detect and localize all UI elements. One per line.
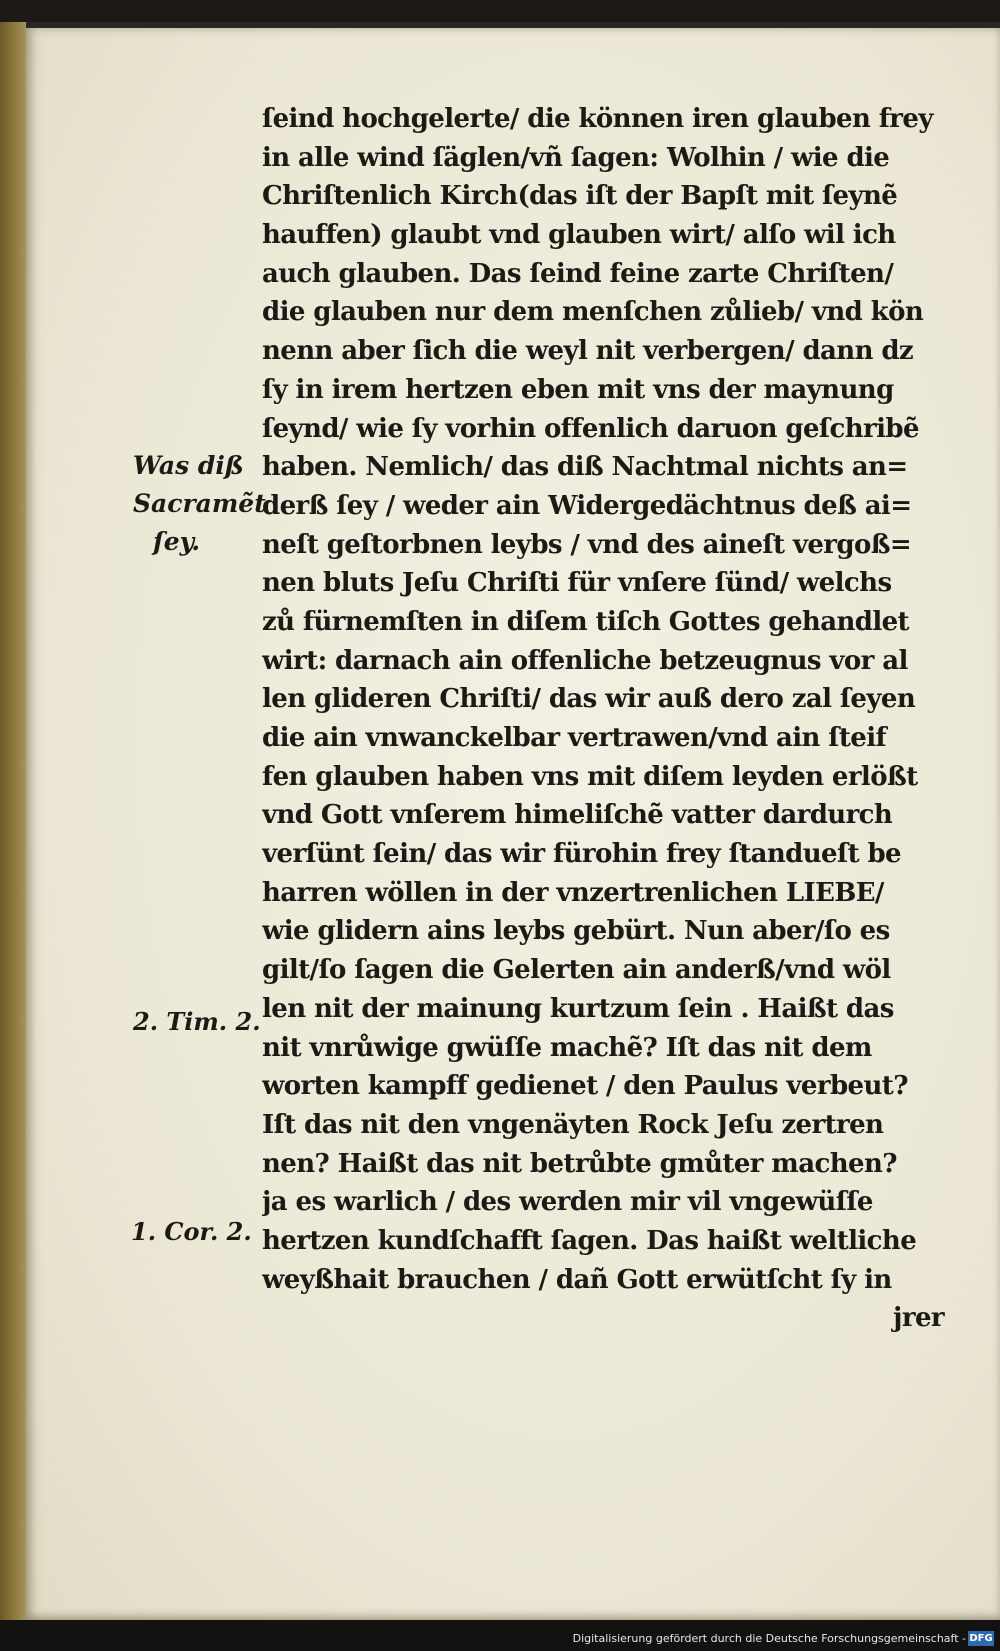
text-line-3: Chriſtenlich Kirch(das iſt der Bapſt mit ſeynẽ [262,181,898,212]
dfg-logo: DFG [969,1633,993,1644]
text-line-27: Iſt das nit den vngenäyten Rock Jeſu zertren [262,1109,884,1140]
text-line-13: nen bluts Jeſu Chriſti für vnſere ſünd/ welchs [262,568,892,599]
text-line-7: nenn aber ſich die weyl nit verbergen/ dann dz [262,336,914,367]
text-line-16: len glideren Chriſti/ das wir auß dero zal ſeyen [262,684,916,715]
text-line-31: weyßhait brauchen / dañ Gott erwütſcht ſy in [262,1264,892,1295]
text-line-20: verſünt ſein/ das wir fürohin frey ſtandueſt be [262,839,901,870]
text-line-9: ſeynd/ wie ſy vorhin offenlich daruon geſchribẽ [262,413,919,444]
text-line-21: harren wöllen in der vnzertrenlichen LIEBE/ [262,877,884,908]
text-line-19: vnd Gott vnſerem himeliſchẽ vatter dardurch [262,800,893,831]
margin-note-sacrament-line1: Was diß [133,451,244,480]
text-line-28: nen? Haißt das nit betrůbte gmůter machen? [262,1148,897,1179]
text-line-29: ja es warlich / des werden mir vil vngewüſſe [262,1187,873,1218]
margin-note-corinthians: 1. Cor. 2. [131,1217,252,1246]
text-line-8: ſy in irem hertzen eben mit vns der maynung [262,374,894,405]
text-line-2: in alle wind ſäglen/vñ ſagen: Wolhin / wie die [262,142,890,173]
body-text [262,100,974,1338]
text-line-4: hauffen) glaubt vnd glauben wirt/ alſo wil ich [262,220,896,251]
text-line-26: worten kampff gedienet / den Paulus verbeut? [262,1071,908,1102]
margin-note-timothy: 2. Tim. 2. [133,1007,261,1036]
scan-top-edge [0,0,1000,22]
book-spine [0,22,26,1622]
text-line-11: derß ſey / weder ain Widergedächtnus deß ai= [262,490,912,521]
text-line-6: die glauben nur dem menſchen zůlieb/ vnd kön [262,297,924,328]
text-line-17: die ain vnwanckelbar vertrawen/vnd ain ſteif [262,723,887,753]
text-line-22: wie glidern ains leybs gebürt. Nun aber/ſo es [262,916,890,947]
margin-note-sacrament-line2: Sacramẽt [133,489,266,518]
text-line-23: gilt/ſo ſagen die Gelerten ain anderß/vnd wöl [262,955,891,986]
text-line-14: zů fürnemſten in diſem tiſch Gottes gehandlet [262,606,909,637]
digitization-credit: Digitalisierung gefördert durch die Deutsche Forschungsgemeinschaft - [572,1632,966,1645]
text-line-1: ſeind hochgelerte/ die können iren glauben frey [262,104,933,134]
text-line-12: neſt geſtorbnen leybs / vnd des aineſt vergoß= [262,529,912,560]
margin-note-sacrament [133,447,266,561]
text-line-15: wirt: darnach ain offenliche betzeugnus vor al [262,645,908,676]
margin-note-sacrament-line3: ſey. [153,527,201,556]
text-line-30: hertzen kundſchafft ſagen. Das haißt weltliche [262,1225,917,1256]
text-line-5: auch glauben. Das ſeind feine zarte Chriſten/ [262,258,894,289]
catchword: jrer [893,1303,944,1334]
text-line-10: haben. Nemlich/ das diß Nachtmal nichts an= [262,452,908,483]
text-line-18: fen glauben haben vns mit diſem leyden erlößt [262,761,918,792]
text-line-24: len nit der mainung kurtzum ſein . Haißt das [262,993,894,1024]
text-line-25: nit vnrůwige gwüſſe machẽ? Iſt das nit dem [262,1032,872,1063]
